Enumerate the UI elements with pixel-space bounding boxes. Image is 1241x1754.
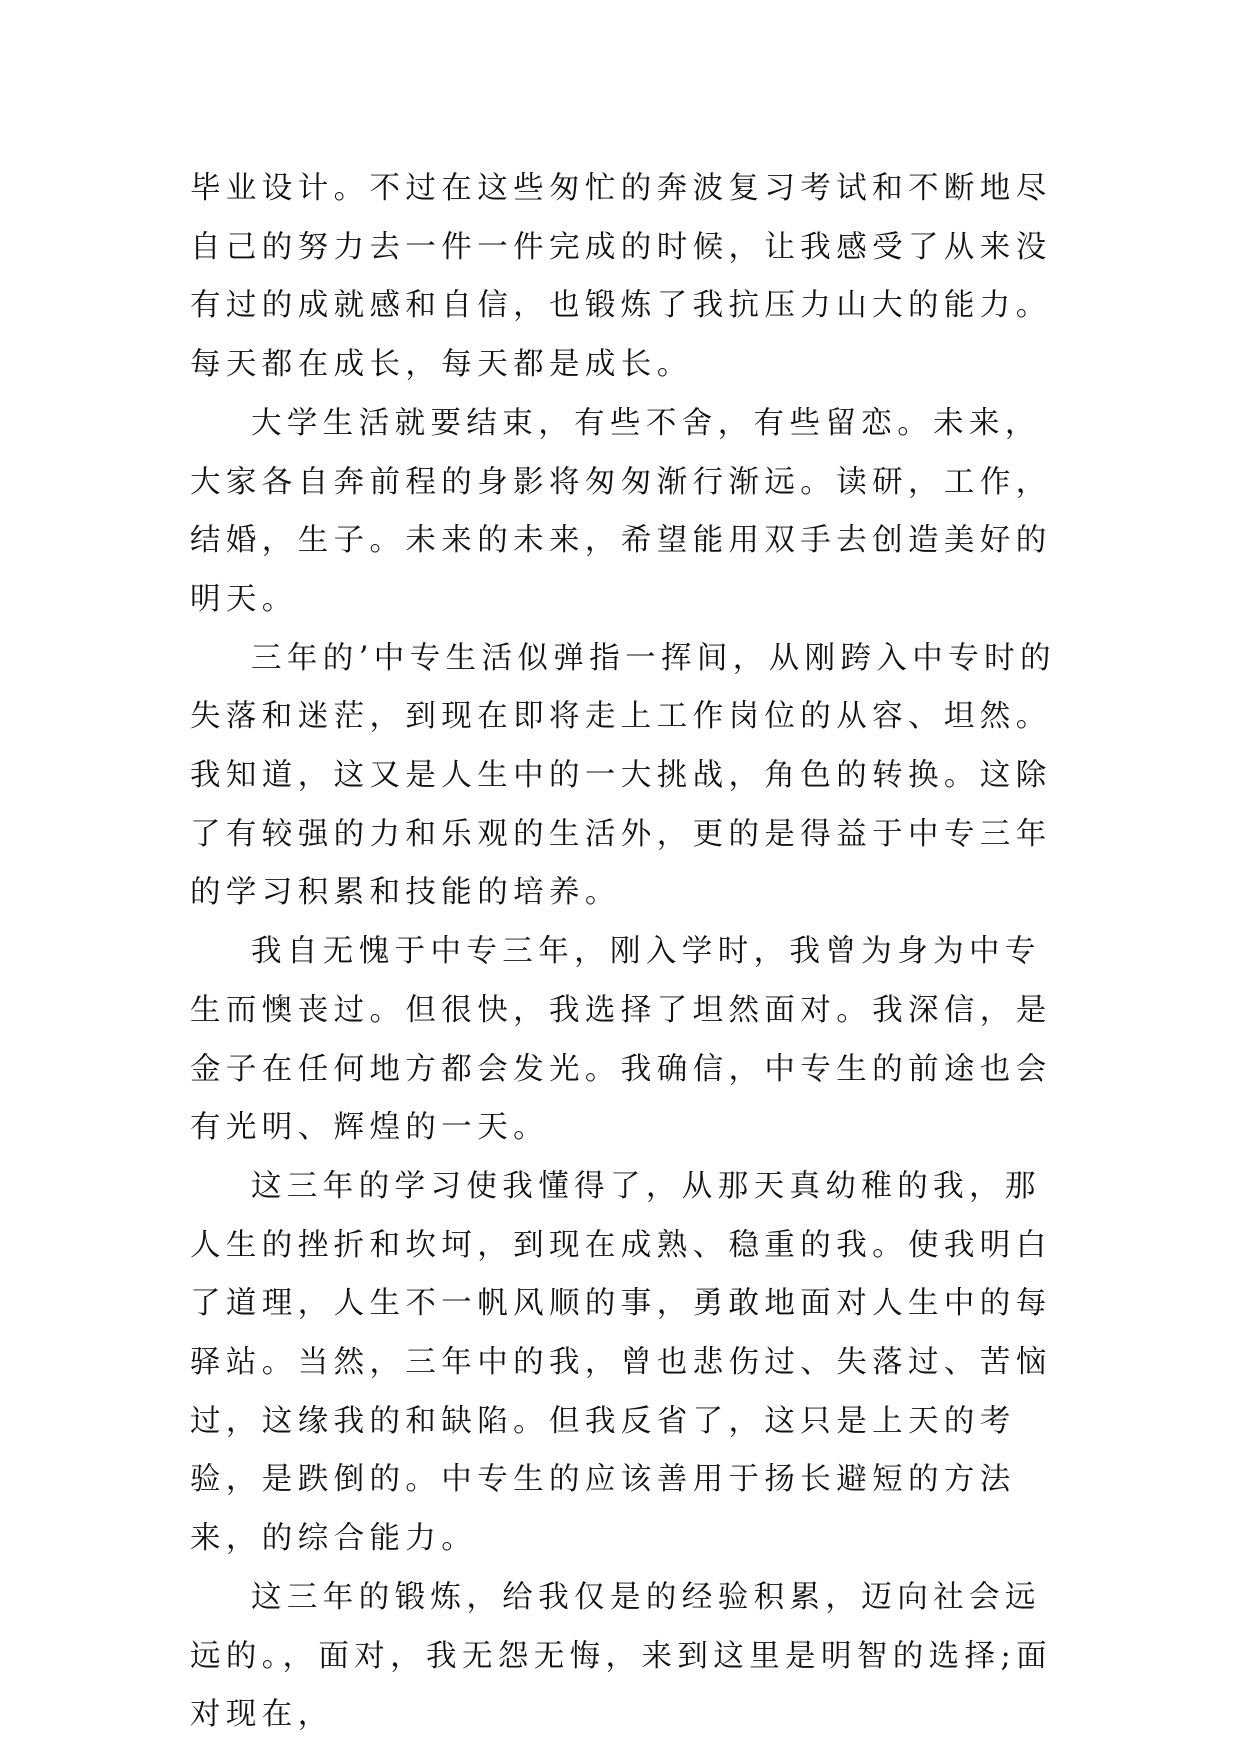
paragraph-6: 这三年的锻炼，给我仅是的经验积累，迈向社会远远的。，面对，我无怨无悔，来到这里是明智的选择;面对现在， (190, 1579, 1053, 1733)
paragraph-5: 这三年的学习使我懂得了，从那天真幼稚的我，那人生的挫折和坎坷，到现在成熟、稳重的我。使我明白了道理，人生不一帆风顺的事，勇敢地面对人生中的每驿站。当然，三年中的我，曾也悲伤过、失落过、苦恼过，这缘我的和缺陷。但我反省了，这只是上天的考验，是跌倒的。中专生的应该善用于扬长避短的方法来，的综合能力。 (190, 1168, 1052, 1557)
paragraph-3: 三年的’中专生活似弹指一挥间，从刚跨入中专时的失落和迷茫，到现在即将走上工作岗位的从容、坦然。我知道，这又是人生中的一大挑战，角色的转换。这除了有较强的力和乐观的生活外，更的是得益于中专三年的学习积累和技能的培养。 (190, 640, 1056, 911)
body-text (190, 160, 1060, 1745)
paragraph-2: 大学生活就要结束，有些不舍，有些留恋。未来，大家各自奔前程的身影将匆匆渐行渐远。读研，工作，结婚，生子。未来的未来，希望能用双手去创造美好的明天。 (190, 405, 1052, 617)
paragraph-4: 我自无愧于中专三年，刚入学时，我曾为身为中专生而懊丧过。但很快，我选择了坦然面对。我深信，是金子在任何地方都会发光。我确信，中专生的前途也会有光明、辉煌的一天。 (190, 934, 1052, 1146)
paragraph-1: 毕业设计。不过在这些匆忙的奔波复习考试和不断地尽自己的努力去一件一件完成的时候，让我感受了从来没有过的成就感和自信，也锻炼了我抗压力山大的能力。每天都在成长，每天都是成长。 (190, 171, 1052, 383)
